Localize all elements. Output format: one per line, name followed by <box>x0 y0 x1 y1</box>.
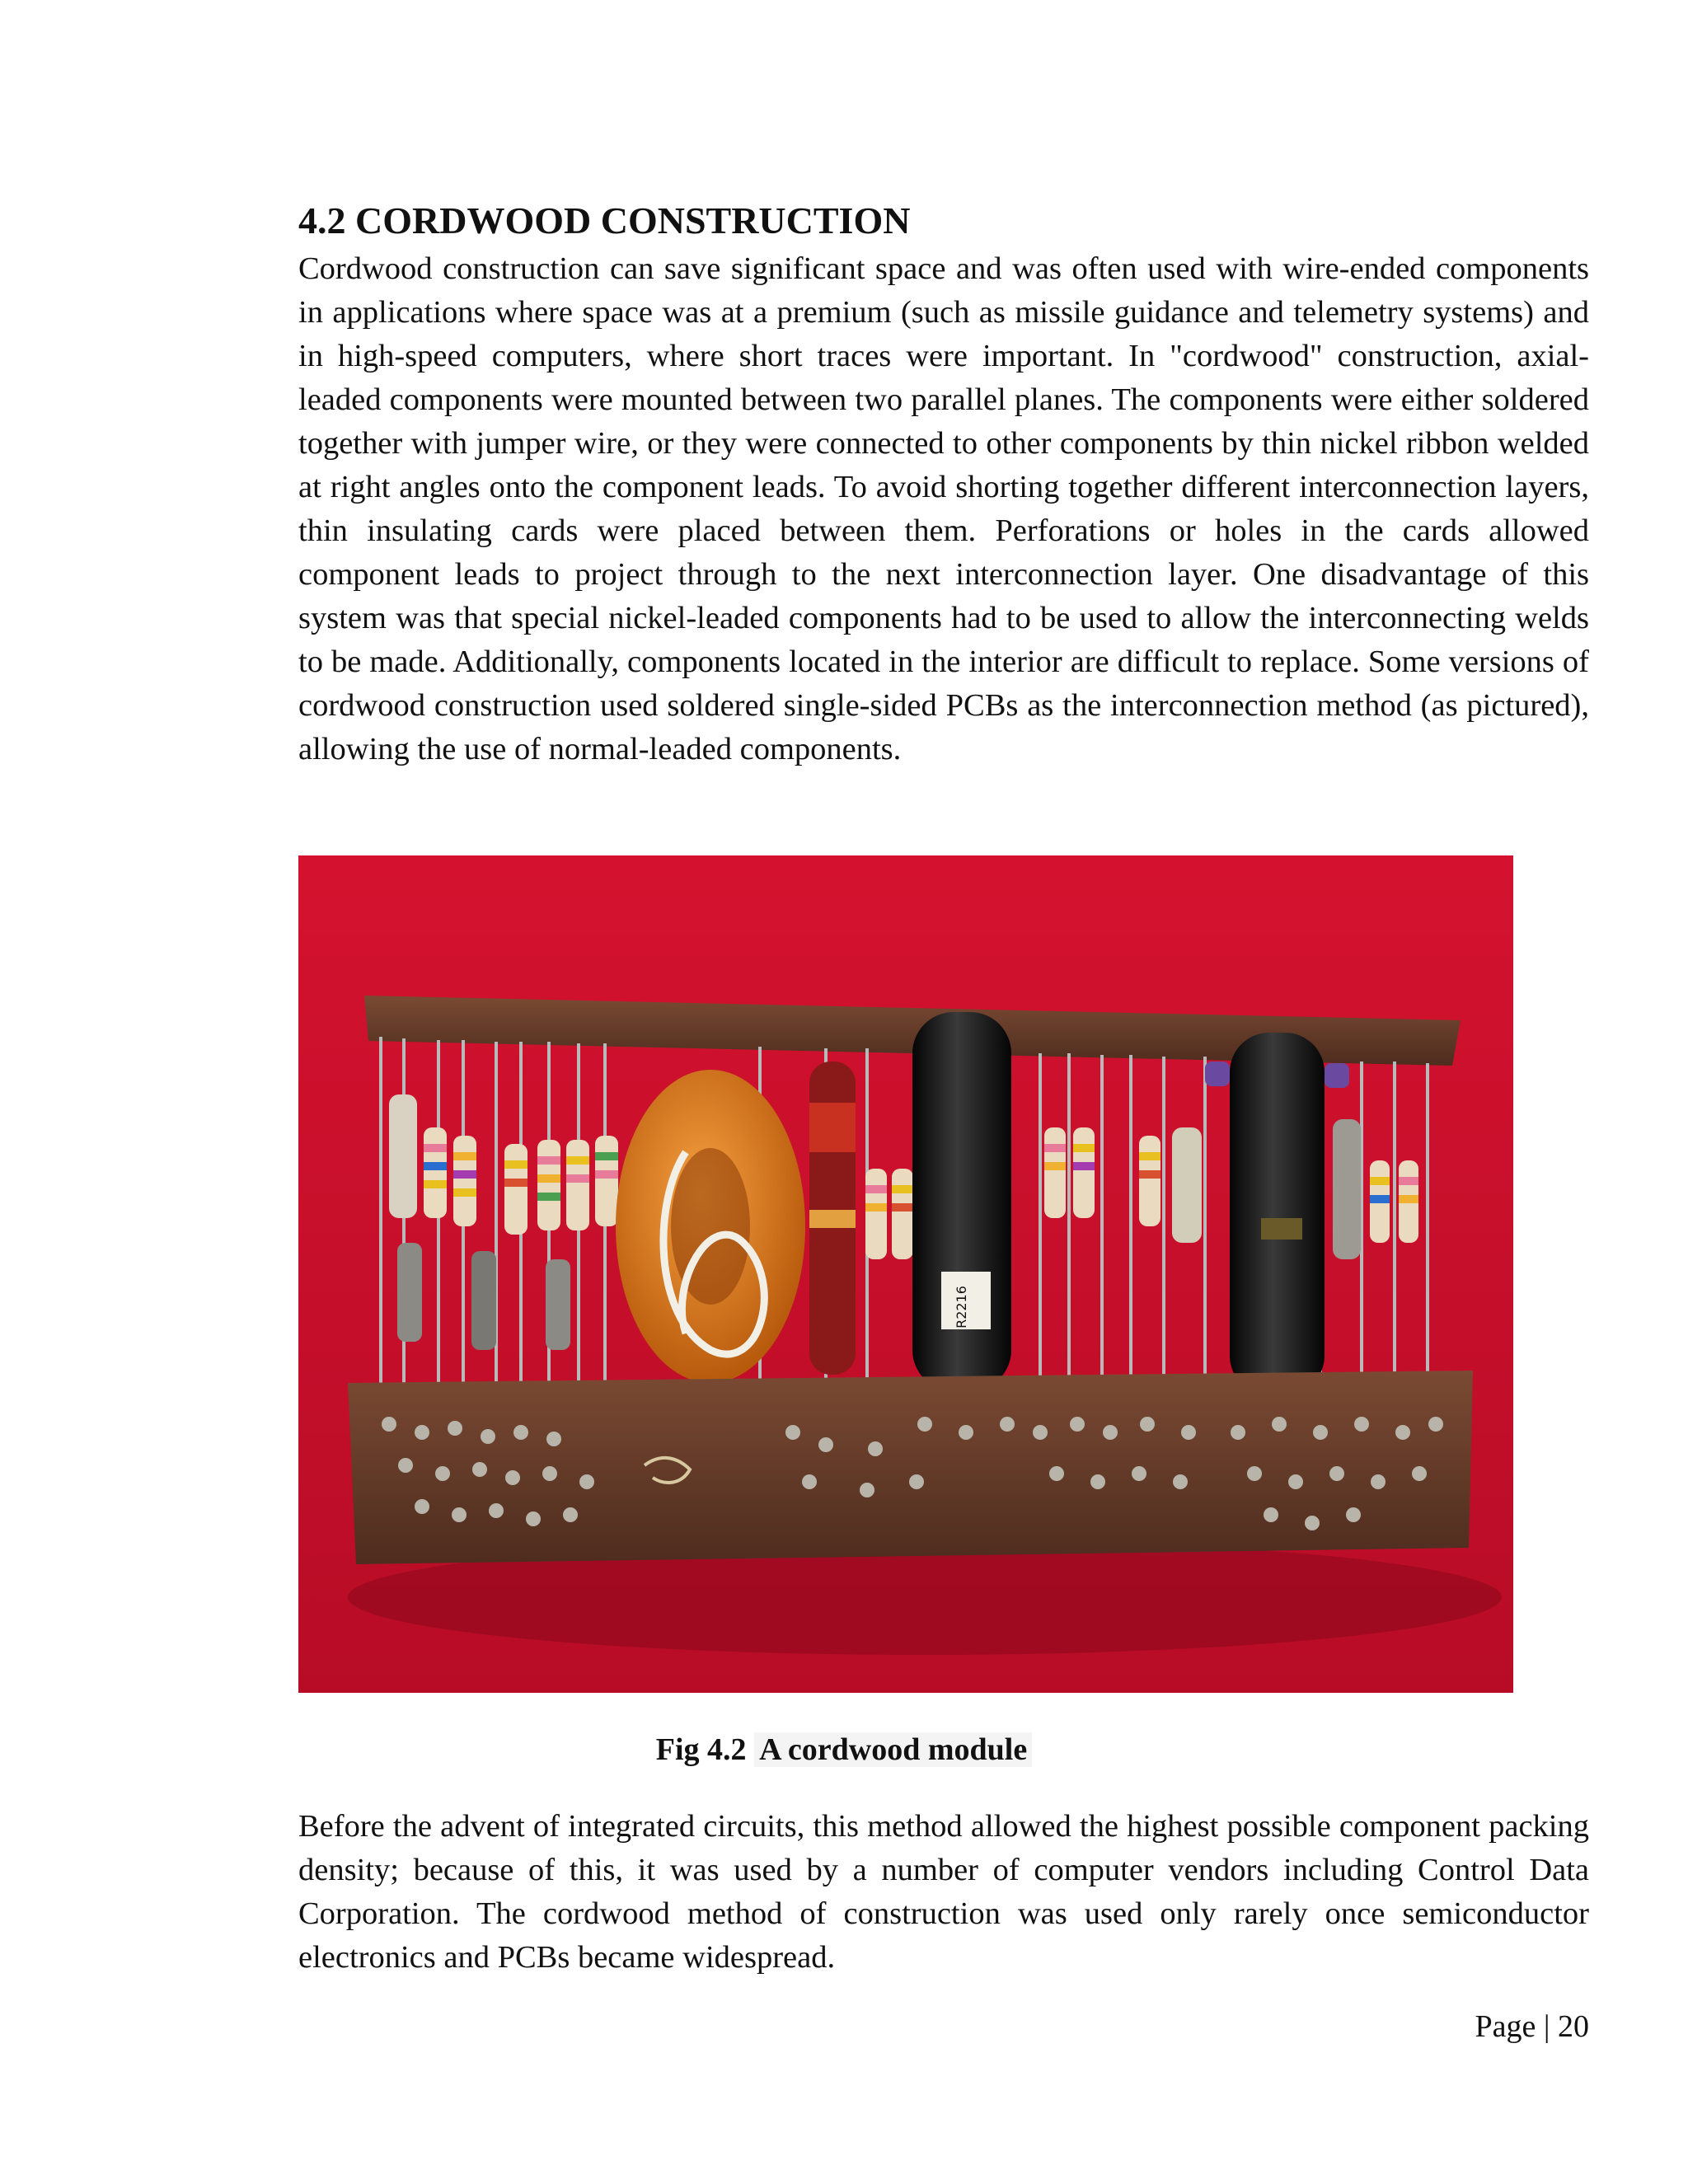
body-paragraph-1: Cordwood construction can save significant space and was often used with wire-ended components in applications where space was at a premium (such as missile guidance and telemetry systems) and in high-speed computers, where short traces were important. In "cordwood" construction, axial-leaded components were mounted between two parallel planes. The components were either soldered together with jumper wire, or they were connected to other components by thin nickel ribbon welded at right angles onto the component leads. To avoid shorting together different interconnection layers, thin insulating cards were placed between them. Perforations or holes in the cards allowed component leads to project through to the next interconnection layer. One disadvantage of this system was that special nickel-leaded components had to be used to allow the interconnecting welds to be made. Additionally, components located in the interior are difficult to replace. Some versions of cordwood construction used soldered single-sided PCBs as the interconnection method (as pictured), allowing the use of normal-leaded components. <box>298 251 1589 766</box>
figure-caption <box>0 1729 1688 1770</box>
cordwood-module-illustration <box>298 855 1513 1693</box>
page-number: Page | 20 <box>1475 2009 1589 2044</box>
figure-number: Fig 4.2 <box>655 1732 747 1767</box>
section-heading: 4.2 CORDWOOD CONSTRUCTION <box>298 199 911 241</box>
capacitor-label: R2216 <box>954 1286 969 1329</box>
body-paragraph-2: Before the advent of integrated circuits, this method allowed the highest possible component packing density; because of this, it was used by a number of computer vendors including Control Data Corporation. The cordwood method of construction was used only rarely once semiconductor electronics and PCBs became widespread. <box>298 1809 1589 1975</box>
cordwood-module-photo <box>298 855 1513 1693</box>
figure-title: A cordwood module <box>754 1732 1032 1767</box>
